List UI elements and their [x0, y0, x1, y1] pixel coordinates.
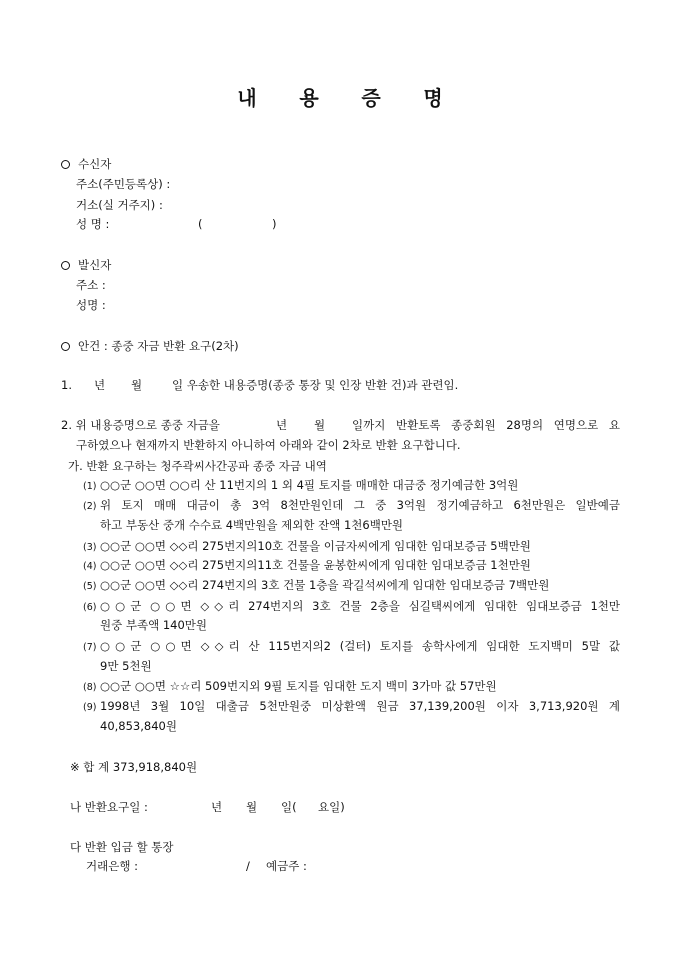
circle-bullet-icon	[61, 261, 70, 270]
para2-month: 월	[314, 418, 326, 432]
list-item: (1)	[83, 481, 97, 492]
sender-name-label: 성명 :	[76, 298, 106, 312]
item-line: 9만 5천원	[100, 659, 152, 673]
bank-label: 거래은행 :	[86, 859, 138, 873]
item-line: 40,853,840원	[100, 719, 177, 733]
section-da-label: 다 반환 입금 할 통장	[70, 840, 174, 854]
para1-month: 월	[131, 378, 143, 392]
list-item: (8)	[83, 682, 97, 693]
para2-year: 년	[276, 418, 288, 432]
slash-separator: /	[246, 859, 250, 873]
section-na-day: 일(	[281, 800, 297, 814]
total-line: ※ 합 계 373,918,840원	[70, 760, 198, 774]
paren-close: )	[272, 217, 277, 231]
list-item: (5)	[83, 581, 97, 592]
paren-open: (	[198, 217, 203, 231]
para1-year: 년	[94, 378, 106, 392]
item-line: ○○군 ○○면 ◇◇리 275번지의10호 건물을 이금자씨에게 임대한 임대보증금 5백만원	[100, 539, 531, 553]
list-item: (9)	[83, 702, 97, 713]
item-line: ○○군 ○○면 ◇◇리 산 115번지의2 (걸터) 토지를 송학사에게 임대한 도지백미 5말 값	[100, 639, 620, 653]
para1-num: 1.	[61, 378, 72, 392]
circle-bullet-icon	[61, 342, 70, 351]
item-line: 1998년 3월 10일 대출금 5천만원중 미상환액 원금 37,139,200원 이자 3,713,920원 계	[100, 699, 620, 713]
list-item: (3)	[83, 542, 97, 553]
item-line: ○○군 ○○면 ◇◇리 274번지의 3호 건물 1층을 곽길석씨에게 임대한 임대보증금 7백만원	[100, 578, 550, 592]
recipient-address-label: 주소(주민등록상) :	[76, 177, 171, 191]
item-line: ○○군 ○○면 ◇◇리 274번지의 3호 건물 2층을 심길택씨에게 임대한 임대보증금 1천만	[100, 599, 620, 613]
item-line: ○○군 ○○면 ☆☆리 509번지외 9필 토지를 임대한 도지 백미 3가마 값 57만원	[100, 679, 497, 693]
recipient-header: 수신자	[61, 156, 111, 172]
para1-text: 일 우송한 내용증명(종중 통장 및 인장 반환 건)과 관련임.	[172, 378, 459, 392]
section-na-month: 월	[246, 800, 258, 814]
page-title	[0, 82, 680, 111]
list-item: (2)	[83, 501, 97, 512]
sender-header: 발신자	[61, 257, 111, 273]
recipient-name-label: 성 명 :	[76, 217, 110, 231]
title-char: 내	[237, 86, 257, 110]
para2-line2: 구하였으나 현재까지 반환하지 아니하여 아래와 같이 2차로 반환 요구합니다.	[76, 438, 461, 452]
section-na-year: 년	[211, 800, 223, 814]
title-char: 명	[423, 86, 443, 110]
list-item: (7)	[83, 642, 97, 653]
circle-bullet-icon	[61, 160, 70, 169]
list-item: (4)	[83, 561, 97, 572]
subject-line: 안건 : 종중 자금 반환 요구(2차)	[61, 338, 239, 354]
account-holder-label: 예금주 :	[266, 859, 307, 873]
para2-line1-b: 일까지 반환토록 종중회원 28명의 연명으로 요	[352, 418, 620, 432]
list-item: (6)	[83, 602, 97, 613]
sender-address-label: 주소 :	[76, 278, 106, 292]
title-char: 용	[299, 86, 319, 110]
section-na-label: 나 반환요구일 :	[70, 800, 148, 814]
item-line: 원중 부족액 140만원	[100, 618, 208, 632]
recipient-residence-label: 거소(실 거주지) :	[76, 198, 163, 212]
section-ga-header: 가. 반환 요구하는 청주곽씨사간공파 종중 자금 내역	[68, 459, 327, 473]
para2-line1-a: 2. 위 내용증명으로 종중 자금을	[61, 418, 220, 432]
section-na-weekday: 요일)	[318, 800, 345, 814]
item-line: 하고 부동산 중개 수수료 4백만원을 제외한 잔액 1천6백만원	[100, 518, 404, 532]
title-char: 증	[361, 86, 381, 110]
item-line: ○○군 ○○면 ○○리 산 11번지의 1 외 4필 토지를 매매한 대금중 정기예금한 3억원	[100, 478, 519, 492]
item-line: 위 토지 매매 대금이 총 3억 8천만원인데 그 중 3억원 정기예금하고 6천만원은 일반예금	[100, 498, 620, 512]
item-line: ○○군 ○○면 ◇◇리 275번지의11호 건물을 윤봉한씨에게 임대한 임대보증금 1천만원	[100, 558, 531, 572]
